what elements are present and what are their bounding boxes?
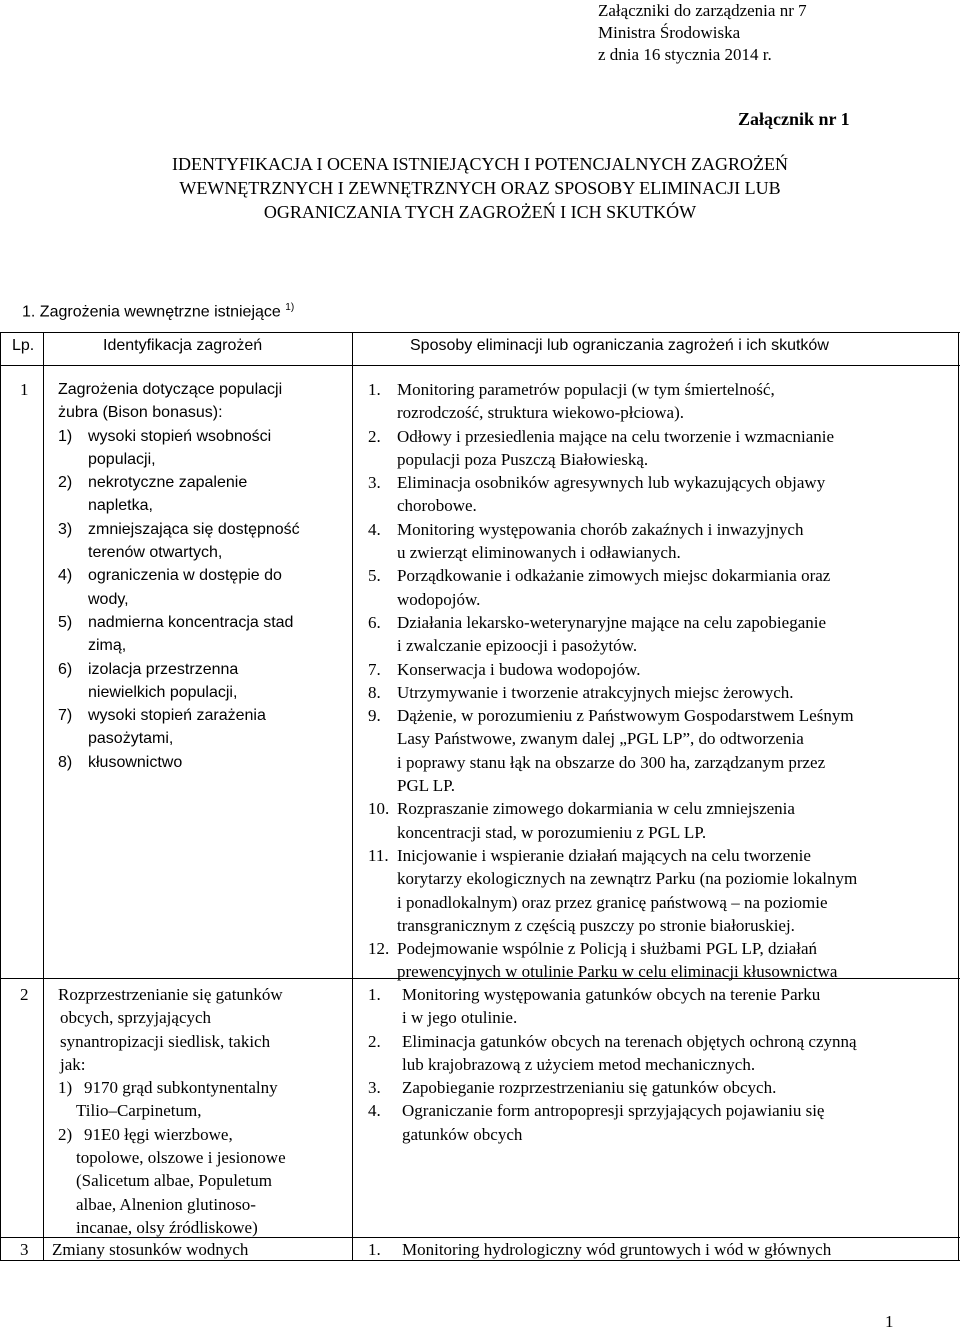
method-item	[368, 658, 958, 681]
method-item	[368, 937, 958, 984]
item-number: 8.	[368, 682, 381, 702]
row-number: 3	[20, 1240, 29, 1259]
item-text: nadmierna koncentracja stad	[88, 613, 294, 631]
method-item	[368, 797, 958, 844]
table-border-left	[0, 332, 1, 1261]
item-text: Monitoring występowania gatunków obcych na terenie Parku	[402, 985, 821, 1004]
item-text: Eliminacja gatunków obcych na terenach objętych ochroną czynną	[402, 1031, 857, 1051]
item-text: Monitoring występowania chorób zakaźnych i inwazyjnych	[397, 519, 804, 539]
section-footnote: 1)	[285, 302, 295, 313]
item-text: nekrotyczne zapalenie	[88, 474, 248, 492]
method-item	[368, 704, 958, 797]
item-text: chorobowe.	[397, 496, 477, 516]
threat-cell: Zmiany stosunków wodnych	[52, 1240, 249, 1259]
item-text: PGL LP.	[397, 776, 455, 796]
item-number: 4.	[368, 1101, 381, 1121]
item-text: Rozpraszanie zimowego dokarmiania w celu zmniejszenia	[397, 799, 795, 819]
item-number: 4)	[58, 567, 73, 585]
item-number: 2)	[58, 1124, 73, 1144]
table-border-top	[0, 332, 960, 333]
table-col-divider	[43, 332, 44, 1261]
item-continuation: zimą,	[88, 637, 127, 655]
method-item	[368, 471, 958, 518]
threat-item	[58, 611, 340, 634]
item-number: 2.	[368, 426, 381, 446]
item-text: ograniczenia w dostępie do	[88, 567, 282, 585]
header-line: Ministra Środowiska	[598, 23, 741, 42]
item-continuation: terenów otwartych,	[88, 544, 223, 562]
annex-label: Załącznik nr 1	[738, 109, 850, 129]
item-continuation: napletka,	[88, 497, 153, 515]
page-number: 1	[885, 1312, 894, 1331]
item-text: 91E0 łęgi wierzbowe,	[84, 1124, 233, 1144]
item-text: i w jego otulinie.	[402, 1008, 518, 1028]
item-text: Eliminacja osobników agresywnych lub wykazujących objawy	[397, 473, 826, 493]
item-text: Inicjowanie i wspieranie działań mających na celu tworzenie	[397, 845, 811, 865]
method-item	[368, 1076, 958, 1099]
item-text: Dążenie, w porozumieniu z Państwowym Gospodarstwem Leśnym	[397, 706, 854, 726]
item-text: Monitoring hydrologiczny wód gruntowych i wód w głównych	[402, 1240, 832, 1259]
threat-intro-line: jak:	[60, 1054, 86, 1074]
threat-item	[58, 564, 340, 587]
table-border-right	[958, 332, 959, 1261]
item-text: 9170 grąd subkontynentalny	[84, 1078, 278, 1098]
title-line: WEWNĘTRZNYCH I ZEWNĘTRZNYCH ORAZ SPOSOBY ELIMINACJI LUB	[179, 178, 781, 198]
row-number: 1	[20, 380, 29, 399]
method-item	[368, 564, 958, 611]
document-title	[0, 152, 960, 224]
item-text: prewencyjnych w otulinie Parku w celu eliminacji kłusownictwa	[397, 962, 838, 982]
header-line: Załączniki do zarządzenia nr 7	[598, 1, 807, 20]
item-text: wysoki stopień zarażenia	[88, 707, 266, 725]
method-item	[368, 378, 958, 425]
threat-intro-line: Rozprzestrzenianie się gatunków	[58, 985, 283, 1004]
item-text: Lasy Państwowe, zwanym dalej „PGL LP”, do odtworzenia	[397, 729, 804, 749]
item-text: rozrodczość, struktura wiekowo-płciowa).	[397, 403, 685, 423]
item-text: Monitoring parametrów populacji (w tym śmiertelność,	[397, 380, 775, 399]
item-number: 2)	[58, 474, 73, 492]
methods-cell	[368, 1238, 958, 1261]
item-number: 6)	[58, 660, 73, 678]
item-number: 1)	[58, 427, 73, 445]
item-number: 5.	[368, 566, 381, 586]
method-item	[368, 425, 958, 472]
table-col-divider	[352, 332, 353, 1261]
threat-intro-line: synantropizacji siedlisk, takich	[60, 1031, 271, 1051]
item-number: 10.	[368, 799, 390, 819]
item-number: 5)	[58, 613, 73, 631]
threat-item	[58, 1123, 348, 1146]
item-continuation: wody,	[88, 590, 129, 608]
item-number: 3.	[368, 1078, 381, 1098]
item-text: lub krajobrazową z użyciem metod mechanicznych.	[402, 1054, 756, 1074]
item-continuation: niewielkich populacji,	[88, 683, 238, 701]
header-lp: Lp.	[12, 337, 35, 354]
item-continuation: populacji,	[88, 450, 156, 468]
threat-item	[58, 751, 340, 774]
item-text: wysoki stopień wsobności	[88, 427, 272, 445]
method-item	[368, 681, 958, 704]
item-text: koncentracji stad, w porozumieniu z PGL LP.	[397, 822, 707, 842]
item-number: 3)	[58, 520, 73, 538]
section-heading	[22, 296, 294, 323]
item-continuation: pasożytami,	[88, 730, 174, 748]
item-text: Podejmowanie wspólnie z Policją i służbami PGL LP, działań	[397, 939, 818, 959]
item-continuation: Tilio–Carpinetum,	[76, 1101, 202, 1121]
item-number: 7.	[368, 659, 381, 679]
item-text: zmniejszająca się dostępność	[88, 520, 300, 538]
threat-intro-line: obcych, sprzyjających	[60, 1008, 212, 1028]
item-number: 9.	[368, 706, 381, 726]
item-text: i zwalczanie epizoocji i pasożytów.	[397, 636, 638, 656]
item-number: 7)	[58, 707, 73, 725]
item-number: 11.	[368, 845, 389, 865]
table-border-header-bottom	[0, 365, 960, 366]
item-text: populacji poza Puszczą Białowieską.	[397, 449, 649, 469]
method-item	[368, 983, 958, 1030]
item-text: Odłowy i przesiedlenia mające na celu tworzenie i wzmacnianie	[397, 426, 835, 446]
item-continuation: albae, Alnenion glutinoso-	[76, 1194, 256, 1214]
threat-item	[58, 1076, 348, 1099]
item-number: 3.	[368, 473, 381, 493]
item-number: 6.	[368, 612, 381, 632]
item-number: 12.	[368, 939, 390, 959]
methods-cell	[368, 378, 958, 984]
methods-cell	[368, 983, 958, 1146]
threat-item	[58, 518, 340, 541]
method-item	[368, 1030, 958, 1077]
item-number: 2.	[368, 1031, 381, 1051]
item-text: Zapobieganie rozprzestrzenianiu się gatunków obcych.	[402, 1078, 777, 1098]
header-methods: Sposoby eliminacji lub ograniczania zagrożeń i ich skutków	[410, 337, 829, 354]
method-item	[368, 611, 958, 658]
item-text: wodopojów.	[397, 589, 481, 609]
threat-item	[58, 471, 340, 494]
method-item	[368, 1238, 958, 1261]
threat-item	[58, 658, 340, 681]
threat-cell	[58, 378, 340, 774]
item-number: 1.	[368, 1240, 381, 1259]
item-text: Utrzymywanie i tworzenie atrakcyjnych miejsc żerowych.	[397, 682, 794, 702]
section-label: 1. Zagrożenia wewnętrzne istniejące	[22, 303, 281, 321]
threat-item	[58, 425, 340, 448]
method-item	[368, 518, 958, 565]
item-text: u zwierząt eliminowanych i odławianych.	[397, 543, 681, 563]
title-line: OGRANICZANIA TYCH ZAGROŻEŃ I ICH SKUTKÓW	[263, 202, 697, 222]
item-text: Konserwacja i budowa wodopojów.	[397, 659, 641, 679]
item-text: kłusownictwo	[88, 753, 183, 771]
item-text: transgranicznym z częścią puszczy po stronie białoruskiej.	[397, 915, 795, 935]
method-item	[368, 844, 958, 937]
title-line: IDENTYFIKACJA I OCENA ISTNIEJĄCYCH I POTENCJALNYCH ZAGROŻEŃ	[172, 154, 788, 174]
item-text: Ograniczanie form antropopresji sprzyjających pojawianiu się	[402, 1101, 825, 1121]
row-number: 2	[20, 985, 29, 1004]
item-text: izolacja przestrzenna	[88, 660, 239, 678]
header-identification: Identyfikacja zagrożeń	[103, 337, 263, 354]
item-number: 1.	[368, 380, 381, 399]
item-text: Porządkowanie i odkażanie zimowych miejsc dokarmiania oraz	[397, 566, 831, 586]
header-line: z dnia 16 stycznia 2014 r.	[598, 45, 772, 64]
threat-cell	[58, 983, 348, 1239]
item-text: gatunków obcych	[402, 1124, 523, 1144]
item-text: Działania lekarsko-weterynaryjne mające na celu zapobieganie	[397, 612, 827, 632]
document-header	[598, 0, 807, 66]
item-text: i ponadlokalnym) oraz przez granicę państwową – na poziomie	[397, 892, 828, 912]
item-number: 1.	[368, 985, 381, 1004]
item-number: 1)	[58, 1078, 73, 1098]
item-continuation: incanae, olsy źródliskowe)	[76, 1217, 258, 1237]
item-text: korytarzy ekologicznych na zewnątrz Parku (na poziomie lokalnym	[397, 869, 858, 889]
item-continuation: topolowe, olszowe i jesionowe	[76, 1148, 286, 1168]
threat-intro-line: żubra (Bison bonasus):	[58, 404, 223, 422]
method-item	[368, 1099, 958, 1146]
item-text: i poprawy stanu łąk na obszarze do 300 ha, zarządzanym przez	[397, 752, 826, 772]
threat-intro-line: Zagrożenia dotyczące populacji	[58, 381, 283, 398]
threat-item	[58, 704, 340, 727]
item-continuation: (Salicetum albae, Populetum	[76, 1171, 272, 1191]
item-number: 8)	[58, 753, 73, 771]
item-number: 4.	[368, 519, 381, 539]
